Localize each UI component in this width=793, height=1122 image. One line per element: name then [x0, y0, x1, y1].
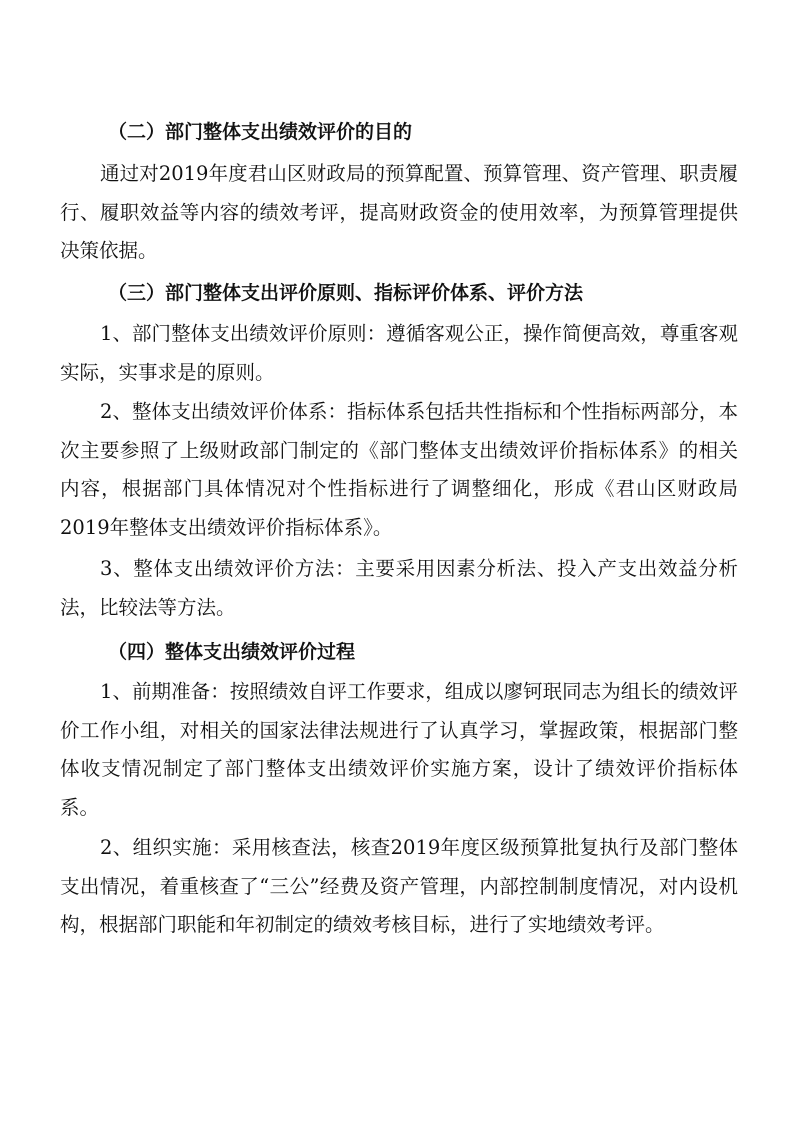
section-heading-process: （四）整体支出绩效评价过程	[108, 641, 356, 663]
paragraph-principles-1: 1、部门整体支出绩效评价原则：遵循客观公正，操作简便高效，尊重客观实际，实事求是的原则。	[60, 322, 738, 384]
section-heading-purpose: （二）部门整体支出绩效评价的目的	[108, 121, 413, 143]
paragraph-process-1: 1、前期准备：按照绩效自评工作要求，组成以廖钶珉同志为组长的绩效评价工作小组，对相关的国家法律法规进行了认真学习，掌握政策，根据部门整体收支情况制定了部门整体支出绩效评价实施方案，设计了绩效评价指标体系。	[60, 680, 738, 819]
paragraph-principles-3: 3、整体支出绩效评价方法：主要采用因素分析法、投入产支出效益分析法，比较法等方法。	[60, 557, 738, 619]
paragraph-principles-2: 2、整体支出绩效评价体系：指标体系包括共性指标和个性指标两部分，本次主要参照了上级财政部门制定的《部门整体支出绩效评价指标体系》的相关内容，根据部门具体情况对个性指标进行了调整细化，形成《君山区财政局2019年整体支出绩效评价指标体系》。	[60, 400, 738, 539]
section-heading-principles: （三）部门整体支出评价原则、指标评价体系、评价方法	[108, 282, 584, 304]
paragraph-process-2: 2、组织实施：采用核查法，核查2019年度区级预算批复执行及部门整体支出情况，着重核查了“三公”经费及资产管理，内部控制制度情况，对内设机构，根据部门职能和年初制定的绩效考核目标，进行了实地绩效考评。	[60, 836, 738, 936]
paragraph-purpose: 通过对2019年度君山区财政局的预算配置、预算管理、资产管理、职责履行、履职效益等内容的绩效考评，提高财政资金的使用效率，为预算管理提供决策依据。	[60, 162, 738, 262]
